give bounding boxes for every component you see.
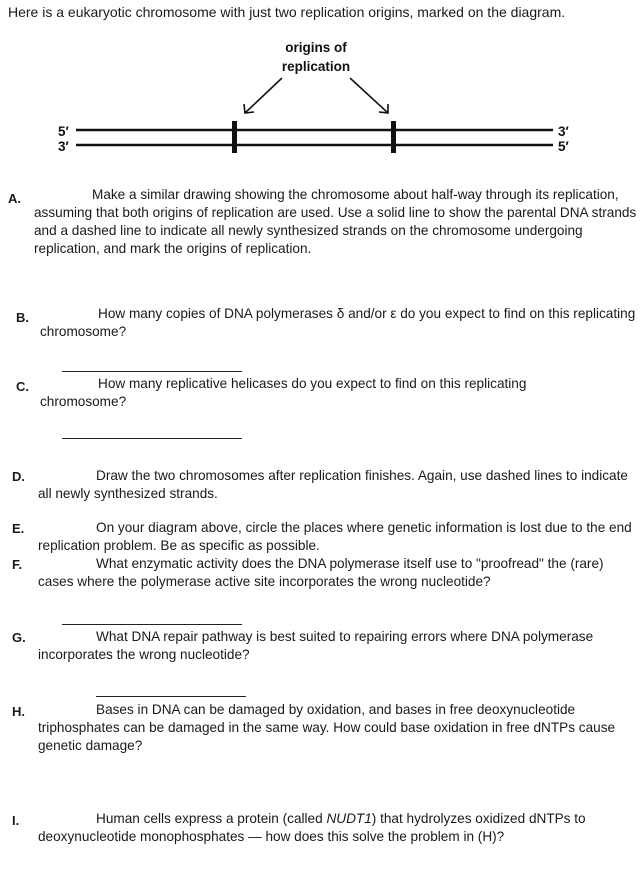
question-f-label: F. — [12, 557, 23, 572]
question-g-label: G. — [12, 630, 26, 645]
question-e-text: On your diagram above, circle the places where genetic information is lost due to the end replication problem. Be as specific as possible. — [38, 520, 632, 553]
top-right-end-label: 3′ — [558, 124, 569, 139]
question-b-label: B. — [16, 310, 29, 325]
bottom-right-end-label: 5′ — [558, 139, 569, 154]
protein-name: NUDT1 — [326, 811, 372, 826]
replication-origin-1 — [232, 121, 237, 153]
origin-arrow-right — [350, 78, 388, 113]
question-a-label: A. — [8, 191, 21, 206]
origin-arrow-left — [245, 78, 282, 113]
answer-blank-b[interactable] — [62, 371, 242, 372]
question-g-text: What DNA repair pathway is best suited to repairing errors where DNA polymerase incorporates the wrong nucleotide? — [38, 629, 594, 662]
question-c-text: How many replicative helicases do you expect to find on this replicating chromosome? — [40, 376, 527, 409]
top-left-end-label: 5′ — [58, 124, 69, 139]
origins-label-line1: origins of — [285, 40, 347, 55]
intro-text: Here is a eukaryotic chromosome with just two replication origins, marked on the diagram. — [8, 4, 566, 20]
question-e-label: E. — [12, 521, 25, 536]
question-a-text: Make a similar drawing showing the chromosome about half-way through its replication, assuming that both origins of replication are used. Use a solid line to show the parental DNA strands and a dashed line to indicate all newly synthesized strands on the chromosome undergoing replication, and mark the origins of replication. — [34, 187, 637, 256]
replication-origin-2 — [391, 121, 396, 153]
question-c-label: C. — [16, 379, 29, 394]
answer-blank-f[interactable] — [62, 624, 242, 625]
bottom-left-end-label: 3′ — [58, 139, 69, 154]
question-h-text: Bases in DNA can be damaged by oxidation, and bases in free deoxynucleotide triphosphates can be damaged in the same way. How could base oxidation in free dNTPs cause genetic damage? — [38, 702, 616, 753]
answer-blank-g[interactable] — [96, 696, 246, 697]
question-i-text: Human cells express a protein (called NUDT1) that hydrolyzes oxidized dNTPs to deoxynucleotide monophosphates — how does this solve the problem in (H)? — [38, 811, 586, 844]
question-b-text: How many copies of DNA polymerases δ and/or ε do you expect to find on this replicating chromosome? — [40, 306, 636, 339]
question-i-label: I. — [12, 813, 20, 828]
question-d-text: Draw the two chromosomes after replication finishes. Again, use dashed lines to indicate all newly synthesized strands. — [38, 468, 628, 501]
answer-blank-c[interactable] — [62, 438, 242, 439]
question-d-label: D. — [12, 469, 25, 484]
question-h-label: H. — [12, 704, 25, 719]
origins-label-line2: replication — [281, 59, 351, 74]
question-f-text: What enzymatic activity does the DNA polymerase itself use to "proofread" the (rare) cases where the polymerase active site incorporates the wrong nucleotide? — [38, 556, 604, 589]
